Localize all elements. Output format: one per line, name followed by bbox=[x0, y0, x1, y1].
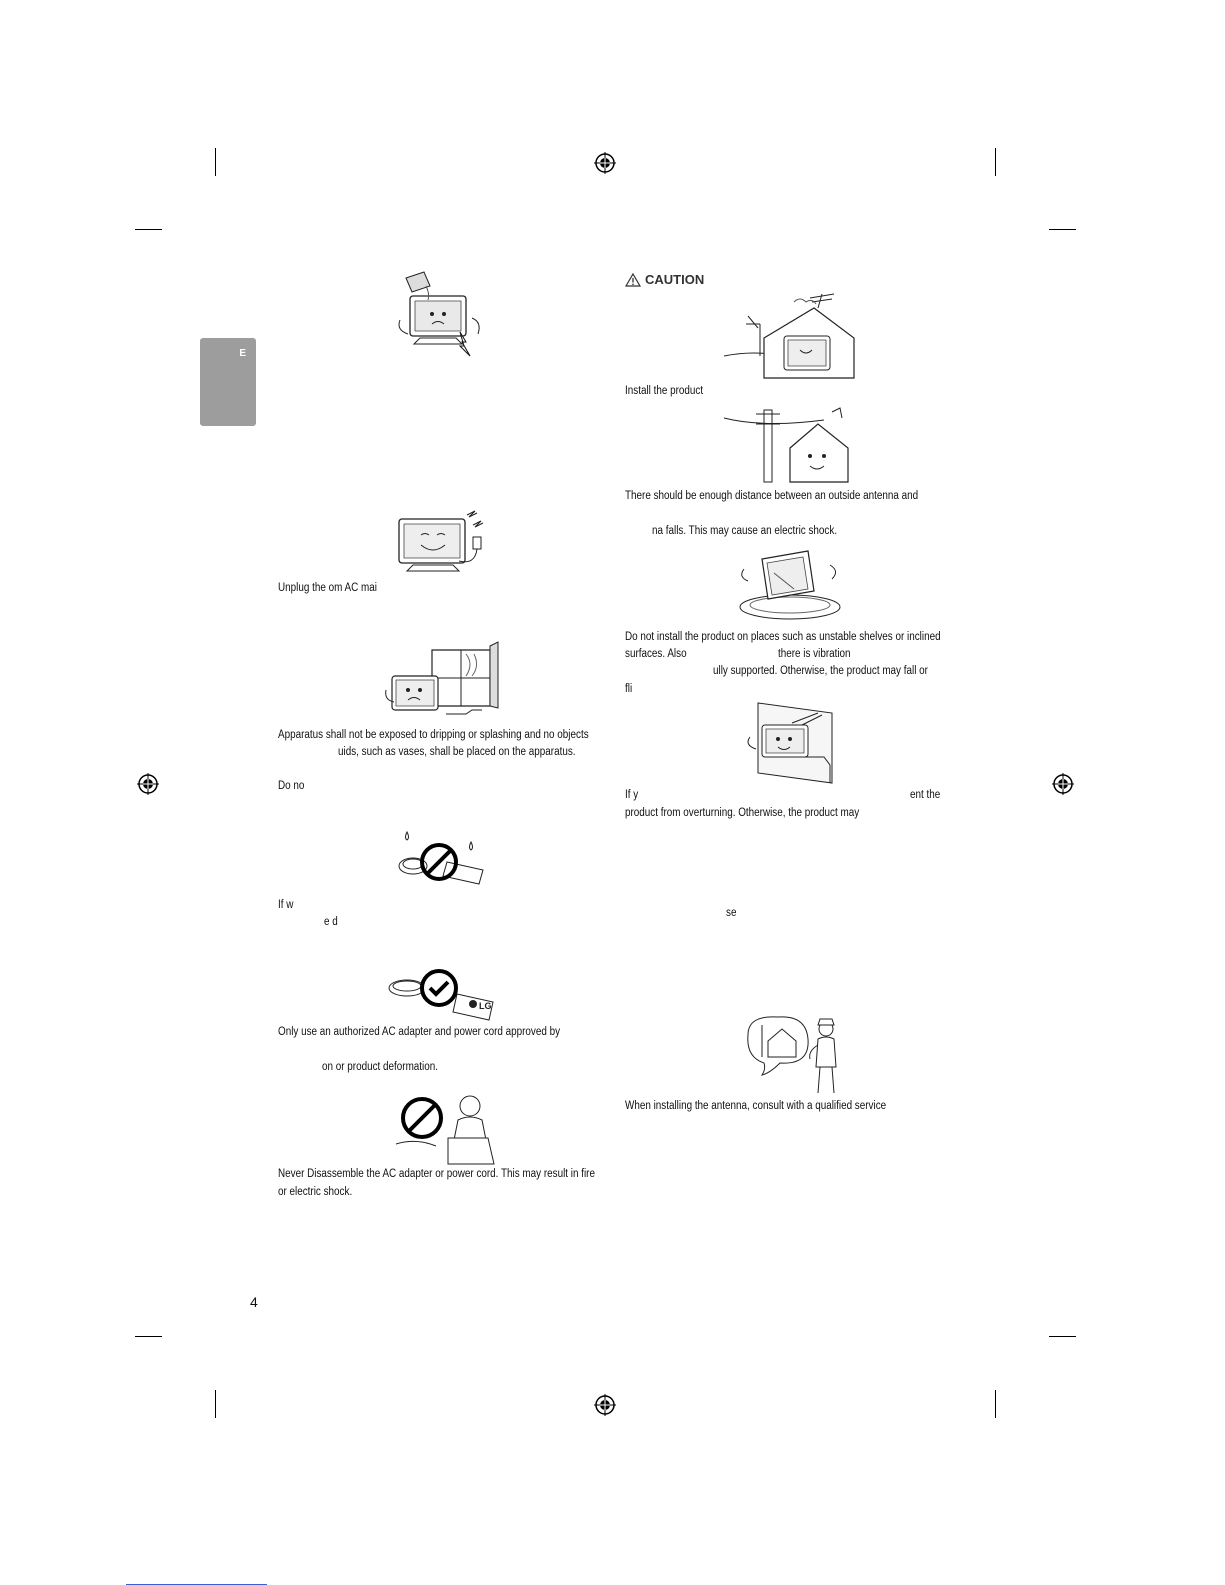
left-text-do-not: Do no bbox=[278, 780, 305, 792]
antenna-service-technician-illustration bbox=[738, 1015, 848, 1095]
tv-unplug-illustration bbox=[393, 505, 493, 577]
lg-adapter-approved-icon bbox=[385, 960, 500, 1024]
right-text-antenna-distance: There should be enough distance between an outside antenna and bbox=[625, 490, 919, 502]
left-text-e-d: e d bbox=[324, 916, 338, 928]
right-text-fli: fli bbox=[625, 683, 633, 695]
adapter-wet-prohibited-icon bbox=[393, 822, 493, 894]
right-text-install-product: Install the product bbox=[625, 385, 704, 397]
side-tab-label: E bbox=[239, 348, 246, 359]
right-text-if-y: If y bbox=[625, 789, 639, 801]
caution-heading bbox=[625, 272, 704, 287]
tv-wall-mount-illustration bbox=[744, 703, 836, 783]
warning-triangle-icon bbox=[625, 273, 641, 287]
crop-mark-top-right-h bbox=[1049, 229, 1076, 230]
crop-mark-top-right-v bbox=[995, 148, 996, 176]
house-antenna-illustration bbox=[724, 294, 854, 380]
right-text-se: se bbox=[726, 907, 737, 919]
tv-unstable-illustration bbox=[734, 543, 844, 625]
right-text-unstable-shelves: Do not install the product on places such as unstable shelves or inclined bbox=[625, 631, 941, 643]
registration-mark-icon bbox=[594, 1394, 616, 1416]
registration-mark-icon bbox=[1052, 773, 1074, 795]
right-text-vibration: there is vibration bbox=[778, 648, 851, 660]
left-text-unplug: Unplug the om AC mai bbox=[278, 582, 377, 594]
registration-mark-icon bbox=[594, 152, 616, 174]
tv-window-illustration bbox=[386, 640, 501, 722]
left-text-apparatus-2: uids, such as vases, shall be placed on the apparatus. bbox=[338, 746, 576, 758]
crop-mark-top-left-h bbox=[135, 229, 162, 230]
left-text-authorized-adapter: Only use an authorized AC adapter and power cord approved by bbox=[278, 1026, 561, 1038]
right-text-ent-the: ent the bbox=[910, 789, 941, 801]
svg-text:LG: LG bbox=[479, 1001, 492, 1011]
caution-label: CAUTION bbox=[645, 272, 705, 287]
left-text-never-disassemble-2: or electric shock. bbox=[278, 1186, 353, 1198]
tv-water-spill-illustration bbox=[396, 270, 488, 365]
crop-mark-bottom-right-h bbox=[1049, 1336, 1076, 1337]
crop-mark-bottom-left-h bbox=[135, 1336, 162, 1337]
left-text-apparatus-1: Apparatus shall not be exposed to dripping or splashing and no objects bbox=[278, 729, 589, 741]
right-text-consult-service: When installing the antenna, consult with a qualified service bbox=[625, 1100, 887, 1112]
left-text-if-w: If w bbox=[278, 899, 294, 911]
page-number: 4 bbox=[250, 1294, 258, 1310]
right-text-surfaces: surfaces. Also bbox=[625, 648, 687, 660]
crop-mark-bottom-left-v bbox=[215, 1390, 216, 1418]
disassemble-prohibited-icon bbox=[388, 1090, 498, 1170]
right-text-overturning: product from overturning. Otherwise, the product may bbox=[625, 807, 860, 819]
right-text-fully-supported: ully supported. Otherwise, the product may fall or bbox=[713, 665, 928, 677]
language-side-tab bbox=[200, 338, 256, 426]
crop-mark-top-left-v bbox=[215, 148, 216, 176]
crop-mark-bottom-right-v bbox=[995, 1390, 996, 1418]
right-text-electric-shock: na falls. This may cause an electric shock. bbox=[652, 525, 838, 537]
registration-mark-icon bbox=[137, 773, 159, 795]
left-text-never-disassemble-1: Never Disassemble the AC adapter or power cord. This may result in fire bbox=[278, 1168, 595, 1180]
left-text-deformation: on or product deformation. bbox=[322, 1061, 439, 1073]
power-line-house-illustration bbox=[724, 404, 854, 484]
